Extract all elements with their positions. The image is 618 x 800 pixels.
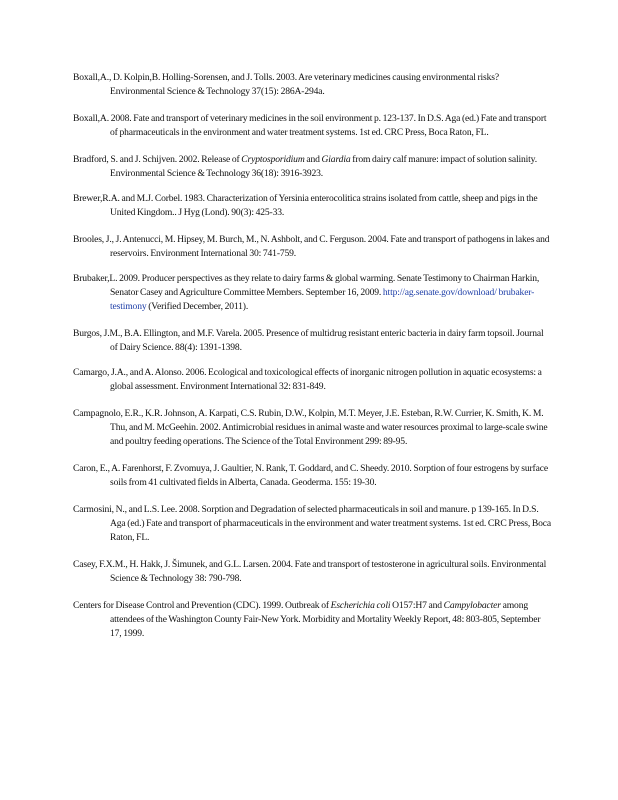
reference-entry: Caron, E., A. Farenhorst, F. Zvomuya, J. Gaultier, N. Rank, T. Goddard, and C. Sheedy. 2010. Sorption of four estrogens by surface soils from 41 cultivated fields in Alberta, Canada. Geoderma. 155: 19-30. xyxy=(73,463,548,488)
reference-italic-term: Giardia xyxy=(321,154,351,165)
reference-text: and xyxy=(304,154,322,165)
reference-text: O157:H7 and xyxy=(390,600,444,611)
reference-link[interactable]: http://ag.senate.gov/download/ brubaker-testimony xyxy=(110,287,535,312)
reference-entry xyxy=(73,599,551,641)
reference-italic-term: Cryptosporidium xyxy=(241,154,305,165)
reference-list xyxy=(73,71,551,654)
reference-entry: Camargo, J.A., and A. Alonso. 2006. Ecological and toxicological effects of inorganic nitrogen pollution in aquatic ecosystems: a global assessment. Environment International 32: 831-849. xyxy=(73,367,542,392)
reference-entry xyxy=(73,272,551,314)
reference-entry: Casey, F.X.M., H. Hakk, J. Šimunek, and G.L. Larsen. 2004. Fate and transport of testosterone in agricultural soils. Environmental Science & Technology 38: 790-798. xyxy=(73,559,547,584)
reference-text: among attendees of the Washington County Fair-New York. Morbidity and Mortality Weekly Report, 48: 803-805, September 17, 1999. xyxy=(110,600,541,639)
reference-entry: Campagnolo, E.R., K.R. Johnson, A. Karpati, C.S. Rubin, D.W., Kolpin, M.T. Meyer, J.E. Esteban, R.W. Currier, K. Smith, K. M. Thu, and M. McGeehin. 2002. Antimicrobial residues in animal waste and water resources proximal to large-scale swine and poultry feeding operations. The Science of the Total Environment 299: 89-95. xyxy=(73,408,548,447)
reference-text: Brubaker,L. 2009. Producer perspectives as they relate to dairy farms & global warming. Senate Testimony to Chairman Harkin, Senator Casey and Agriculture Committee Members. September 16, 2009. xyxy=(73,273,540,298)
reference-text: from dairy calf manure: impact of solution salinity. Environmental Science & Technology 36(18): 3916-3923. xyxy=(110,154,537,179)
reference-italic-term: Campylobacter xyxy=(443,600,501,611)
reference-entry: Boxall,A., D. Kolpin,B. Holling-Sorensen, and J. Tolls. 2003. Are veterinary medicines causing environmental risks? Environmental Science & Technology 37(15): 286A-294a. xyxy=(73,72,499,97)
reference-entry xyxy=(73,153,551,181)
reference-entry: Burgos, J.M., B.A. Ellington, and M.F. Varela. 2005. Presence of multidrug resistant enteric bacteria in dairy farm topsoil. Journal of Dairy Science. 88(4): 1391-1398. xyxy=(73,328,544,353)
reference-entry: Carmosini, N., and L.S. Lee. 2008. Sorption and Degradation of selected pharmaceuticals in soil and manure. p 139-165. In D.S. Aga (ed.) Fate and transport of pharmaceuticals in the environment and water treatment systems. 1st ed. CRC Press, Boca Raton, FL. xyxy=(73,504,551,543)
reference-text: (Verified December, 2011). xyxy=(146,301,249,312)
reference-text: Bradford, S. and J. Schijven. 2002. Release of xyxy=(73,154,242,165)
reference-entry: Brooles, J., J. Antenucci, M. Hipsey, M. Burch, M., N. Ashbolt, and C. Ferguson. 2004. Fate and transport of pathogens in lakes and reservoirs. Environment International 30: 741-759. xyxy=(73,234,550,259)
reference-italic-term: Escherichia coli xyxy=(330,600,391,611)
reference-entry: Brewer,R.A. and M.J. Corbel. 1983. Characterization of Yersinia enterocolitica strains isolated from cattle, sheep and pigs in the United Kingdom.. J Hyg (Lond). 90(3): 425-33. xyxy=(73,193,538,218)
reference-entry: Boxall,A. 2008. Fate and transport of veterinary medicines in the soil environment p. 123-137. In D.S. Aga (ed.) Fate and transport of pharmaceuticals in the environment and water treatment systems. 1st ed. CRC Press, Boca Raton, FL. xyxy=(73,113,547,138)
reference-text: Centers for Disease Control and Prevention (CDC). 1999. Outbreak of xyxy=(73,600,331,611)
